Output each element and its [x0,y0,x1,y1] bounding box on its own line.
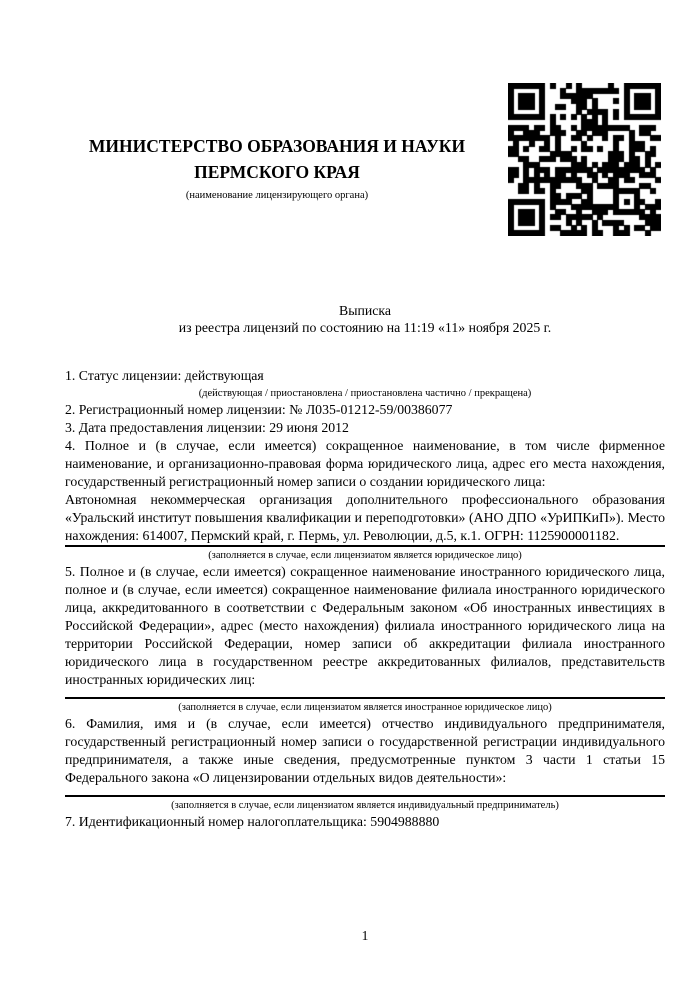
field-inn: 7. Идентификационный номер налогоплательщика: 5904988880 [65,814,440,829]
ministry-name-line2: ПЕРМСКОГО КРАЯ [194,162,360,182]
field-legal-entity-hint: (заполняется в случае, если лицензиатом является юридическое лицо) [208,550,522,561]
horizontal-rule [65,697,665,699]
field-individual-clause: 6. Фамилия, имя и (в случае, если имеется) отчество индивидуального предпринимателя, государственный регистрационный номер записи о государственной регистрации индивидуального предпринимателя, а также иные сведения, предусмотренные пунктом 3 части 1 статьи 15 Федерального закона «О лицензировании отдельных видов деятельности»: [65,716,665,785]
field-status-hint: (действующая / приостановлена / приостановлена частично / прекращена) [198,388,532,399]
field-individual-hint: (заполняется в случае, если лицензиатом является индивидуальный предприниматель) [171,800,559,811]
document-title-block [65,302,665,336]
field-legal-entity-clause: 4. Полное и (в случае, если имеется) сокращенное наименование, в том числе фирменное наименование, и организационно-правовая форма юридического лица, адрес его места нахождения, государственный регистрационный номер записи о создании юридического лица: [65,438,665,489]
field-status: 1. Статус лицензии: действующая [65,368,264,383]
licensing-authority-header [65,133,489,202]
page-number: 1 [361,928,369,943]
ministry-name-line1: МИНИСТЕРСТВО ОБРАЗОВАНИЯ И НАУКИ [88,136,466,156]
horizontal-rule [65,795,665,797]
field-foreign-entity-hint: (заполняется в случае, если лицензиатом является иностранное юридическое лицо) [178,702,552,713]
horizontal-rule [65,545,665,547]
field-foreign-entity-clause: 5. Полное и (в случае, если имеется) сокращенное наименование иностранного юридического лица, полное и (в случае, если имеется) сокращенное наименование филиала иностранного юридического лица, аккредитованного в соответствии с Федеральным законом «Об иностранных инвестициях в Российской Федерации», адрес (место нахождения) филиала иностранного юридического лица на территории Российской Федерации, номер записи об аккредитации филиала иностранного юридического лица в государственном реестре аккредитованных филиалов, представительств иностранных юридических лиц: [65,564,665,687]
document-body [65,367,665,831]
qr-code-icon [508,83,661,236]
ministry-name [65,133,489,185]
document-title: Выписка [339,303,391,318]
field-reg-number: 2. Регистрационный номер лицензии: № Л035-01212-59/00386077 [65,402,453,417]
field-legal-entity-value: Автономная некоммерческая организация дополнительного профессионального образования «Уральский институт повышения квалификации и переподготовки» (АНО ДПО «УрИПКиП»). Место нахождения: 614007, Пермский край, г. Пермь, ул. Революции, д.5, к.1. ОГРН: 1125900001182. [65,492,665,543]
ministry-caption: (наименование лицензирующего органа) [185,190,369,201]
document-subtitle: из реестра лицензий по состоянию на 11:19 «11» ноября 2025 г. [178,320,552,335]
field-grant-date: 3. Дата предоставления лицензии: 29 июня 2012 [65,420,349,435]
